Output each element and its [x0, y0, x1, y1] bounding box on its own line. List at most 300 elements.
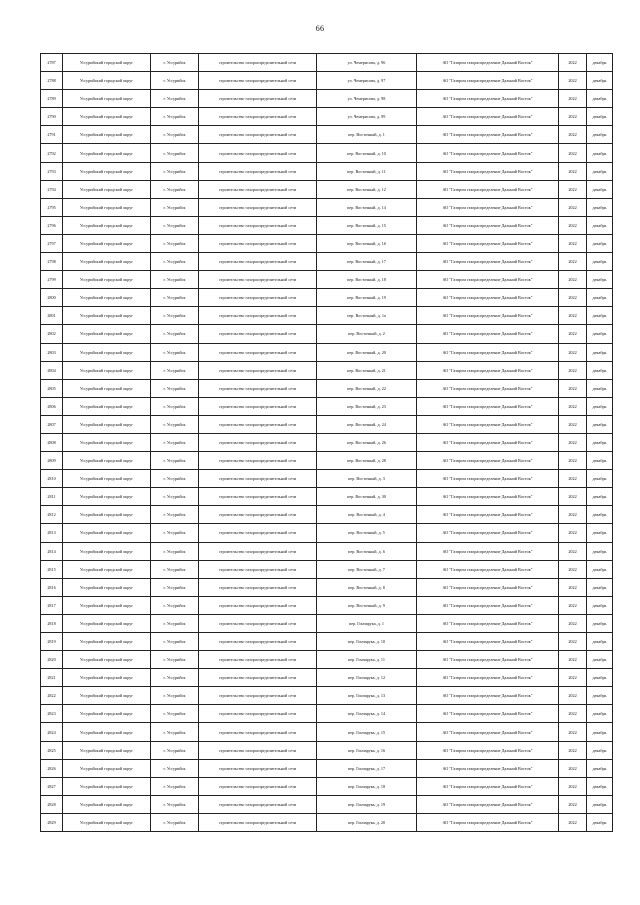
month-cell: декабрь	[587, 271, 613, 289]
work-type-cell: строительство газораспределительной сети	[199, 651, 317, 669]
year-cell: 2022	[559, 325, 587, 343]
table-row	[41, 379, 613, 397]
work-type-cell: строительство газораспределительной сети	[199, 488, 317, 506]
year-cell: 2022	[559, 54, 587, 72]
address-cell: пер. Восточный, д. 3	[317, 470, 417, 488]
address-cell: пер. Восточный, д. 7	[317, 560, 417, 578]
city-cell: г. Уссурийск	[151, 325, 199, 343]
address-cell: пер. Восточный, д. 30	[317, 488, 417, 506]
month-cell: декабрь	[587, 307, 613, 325]
work-type-cell: строительство газораспределительной сети	[199, 415, 317, 433]
organization-cell: АО "Газпром газораспределение Дальний Восток"	[417, 180, 559, 198]
district-cell: Уссурийский городской округ	[63, 614, 151, 632]
month-cell: декабрь	[587, 723, 613, 741]
district-cell: Уссурийский городской округ	[63, 578, 151, 596]
row-number-cell: 2806	[41, 397, 63, 415]
work-type-cell: строительство газораспределительной сети	[199, 325, 317, 343]
city-cell: г. Уссурийск	[151, 54, 199, 72]
city-cell: г. Уссурийск	[151, 180, 199, 198]
year-cell: 2022	[559, 813, 587, 831]
city-cell: г. Уссурийск	[151, 307, 199, 325]
row-number-cell: 2825	[41, 741, 63, 759]
table-row	[41, 723, 613, 741]
table-row	[41, 741, 613, 759]
work-type-cell: строительство газораспределительной сети	[199, 452, 317, 470]
row-number-cell: 2796	[41, 216, 63, 234]
city-cell: г. Уссурийск	[151, 542, 199, 560]
table-row	[41, 524, 613, 542]
year-cell: 2022	[559, 307, 587, 325]
row-number-cell: 2801	[41, 307, 63, 325]
address-cell: пер. Гончарука, д. 15	[317, 723, 417, 741]
city-cell: г. Уссурийск	[151, 669, 199, 687]
row-number-cell: 2809	[41, 452, 63, 470]
organization-cell: АО "Газпром газораспределение Дальний Восток"	[417, 162, 559, 180]
address-cell: пер. Восточный, д. 28	[317, 452, 417, 470]
address-cell: пер. Восточный, д. 17	[317, 253, 417, 271]
city-cell: г. Уссурийск	[151, 633, 199, 651]
month-cell: декабрь	[587, 452, 613, 470]
address-cell: пер. Гончарука, д. 13	[317, 687, 417, 705]
month-cell: декабрь	[587, 470, 613, 488]
year-cell: 2022	[559, 415, 587, 433]
month-cell: декабрь	[587, 669, 613, 687]
year-cell: 2022	[559, 795, 587, 813]
district-cell: Уссурийский городской округ	[63, 741, 151, 759]
table-row	[41, 651, 613, 669]
organization-cell: АО "Газпром газораспределение Дальний Восток"	[417, 144, 559, 162]
address-cell: пер. Восточный, д. 6	[317, 542, 417, 560]
city-cell: г. Уссурийск	[151, 723, 199, 741]
table-row	[41, 669, 613, 687]
table-row	[41, 180, 613, 198]
address-cell: пер. Восточный, д. 14	[317, 198, 417, 216]
month-cell: декабрь	[587, 759, 613, 777]
organization-cell: АО "Газпром газораспределение Дальний Восток"	[417, 723, 559, 741]
row-number-cell: 2811	[41, 488, 63, 506]
row-number-cell: 2793	[41, 162, 63, 180]
work-type-cell: строительство газораспределительной сети	[199, 669, 317, 687]
table-row	[41, 542, 613, 560]
month-cell: декабрь	[587, 397, 613, 415]
year-cell: 2022	[559, 433, 587, 451]
district-cell: Уссурийский городской округ	[63, 253, 151, 271]
organization-cell: АО "Газпром газораспределение Дальний Восток"	[417, 470, 559, 488]
work-type-cell: строительство газораспределительной сети	[199, 234, 317, 252]
work-type-cell: строительство газораспределительной сети	[199, 198, 317, 216]
organization-cell: АО "Газпром газораспределение Дальний Восток"	[417, 524, 559, 542]
row-number-cell: 2787	[41, 54, 63, 72]
work-type-cell: строительство газораспределительной сети	[199, 162, 317, 180]
work-type-cell: строительство газораспределительной сети	[199, 108, 317, 126]
district-cell: Уссурийский городской округ	[63, 542, 151, 560]
district-cell: Уссурийский городской округ	[63, 234, 151, 252]
table-row	[41, 687, 613, 705]
year-cell: 2022	[559, 180, 587, 198]
district-cell: Уссурийский городской округ	[63, 144, 151, 162]
organization-cell: АО "Газпром газораспределение Дальний Восток"	[417, 488, 559, 506]
city-cell: г. Уссурийск	[151, 488, 199, 506]
organization-cell: АО "Газпром газораспределение Дальний Восток"	[417, 379, 559, 397]
address-cell: пер. Восточный, д. 16	[317, 234, 417, 252]
row-number-cell: 2816	[41, 578, 63, 596]
table-row	[41, 578, 613, 596]
row-number-cell: 2826	[41, 759, 63, 777]
row-number-cell: 2829	[41, 813, 63, 831]
city-cell: г. Уссурийск	[151, 506, 199, 524]
year-cell: 2022	[559, 253, 587, 271]
city-cell: г. Уссурийск	[151, 216, 199, 234]
address-cell: пер. Восточный, д. 12	[317, 180, 417, 198]
year-cell: 2022	[559, 108, 587, 126]
month-cell: декабрь	[587, 705, 613, 723]
city-cell: г. Уссурийск	[151, 596, 199, 614]
year-cell: 2022	[559, 379, 587, 397]
city-cell: г. Уссурийск	[151, 126, 199, 144]
organization-cell: АО "Газпром газораспределение Дальний Восток"	[417, 361, 559, 379]
work-type-cell: строительство газораспределительной сети	[199, 813, 317, 831]
month-cell: декабрь	[587, 361, 613, 379]
city-cell: г. Уссурийск	[151, 361, 199, 379]
city-cell: г. Уссурийск	[151, 452, 199, 470]
row-number-cell: 2797	[41, 234, 63, 252]
year-cell: 2022	[559, 271, 587, 289]
organization-cell: АО "Газпром газораспределение Дальний Восток"	[417, 506, 559, 524]
address-cell: пер. Гончарука, д. 19	[317, 795, 417, 813]
month-cell: декабрь	[587, 325, 613, 343]
city-cell: г. Уссурийск	[151, 651, 199, 669]
row-number-cell: 2795	[41, 198, 63, 216]
district-cell: Уссурийский городской округ	[63, 633, 151, 651]
year-cell: 2022	[559, 759, 587, 777]
city-cell: г. Уссурийск	[151, 253, 199, 271]
month-cell: декабрь	[587, 343, 613, 361]
table-row	[41, 72, 613, 90]
work-type-cell: строительство газораспределительной сети	[199, 180, 317, 198]
row-number-cell: 2789	[41, 90, 63, 108]
organization-cell: АО "Газпром газораспределение Дальний Восток"	[417, 126, 559, 144]
district-cell: Уссурийский городской округ	[63, 705, 151, 723]
district-cell: Уссурийский городской округ	[63, 452, 151, 470]
year-cell: 2022	[559, 669, 587, 687]
row-number-cell: 2800	[41, 289, 63, 307]
table-row	[41, 307, 613, 325]
organization-cell: АО "Газпром газораспределение Дальний Восток"	[417, 795, 559, 813]
city-cell: г. Уссурийск	[151, 524, 199, 542]
year-cell: 2022	[559, 452, 587, 470]
organization-cell: АО "Газпром газораспределение Дальний Восток"	[417, 687, 559, 705]
organization-cell: АО "Газпром газораспределение Дальний Восток"	[417, 578, 559, 596]
work-type-cell: строительство газораспределительной сети	[199, 506, 317, 524]
organization-cell: АО "Газпром газораспределение Дальний Восток"	[417, 614, 559, 632]
city-cell: г. Уссурийск	[151, 271, 199, 289]
address-cell: пер. Восточный, д. 15	[317, 216, 417, 234]
month-cell: декабрь	[587, 560, 613, 578]
district-cell: Уссурийский городской округ	[63, 397, 151, 415]
table-row	[41, 198, 613, 216]
district-cell: Уссурийский городской округ	[63, 361, 151, 379]
address-cell: пер. Восточный, д. 1а	[317, 307, 417, 325]
row-number-cell: 2820	[41, 651, 63, 669]
city-cell: г. Уссурийск	[151, 198, 199, 216]
month-cell: декабрь	[587, 54, 613, 72]
work-type-cell: строительство газораспределительной сети	[199, 361, 317, 379]
address-cell: пер. Восточный, д. 9	[317, 596, 417, 614]
table-row	[41, 777, 613, 795]
table-row	[41, 506, 613, 524]
address-cell: ул. Чемерисова, д. 96	[317, 54, 417, 72]
table-row	[41, 488, 613, 506]
year-cell: 2022	[559, 596, 587, 614]
table-row	[41, 813, 613, 831]
district-cell: Уссурийский городской округ	[63, 560, 151, 578]
district-cell: Уссурийский городской округ	[63, 216, 151, 234]
table-body	[41, 54, 613, 832]
month-cell: декабрь	[587, 614, 613, 632]
row-number-cell: 2823	[41, 705, 63, 723]
gas-network-table	[40, 53, 613, 832]
organization-cell: АО "Газпром газораспределение Дальний Восток"	[417, 90, 559, 108]
work-type-cell: строительство газораспределительной сети	[199, 144, 317, 162]
year-cell: 2022	[559, 524, 587, 542]
table-row	[41, 162, 613, 180]
district-cell: Уссурийский городской округ	[63, 271, 151, 289]
district-cell: Уссурийский городской округ	[63, 289, 151, 307]
year-cell: 2022	[559, 90, 587, 108]
month-cell: декабрь	[587, 72, 613, 90]
table-row	[41, 144, 613, 162]
organization-cell: АО "Газпром газораспределение Дальний Восток"	[417, 813, 559, 831]
address-cell: пер. Восточный, д. 5	[317, 524, 417, 542]
district-cell: Уссурийский городской округ	[63, 669, 151, 687]
work-type-cell: строительство газораспределительной сети	[199, 560, 317, 578]
row-number-cell: 2802	[41, 325, 63, 343]
district-cell: Уссурийский городской округ	[63, 596, 151, 614]
organization-cell: АО "Газпром газораспределение Дальний Восток"	[417, 560, 559, 578]
row-number-cell: 2790	[41, 108, 63, 126]
work-type-cell: строительство газораспределительной сети	[199, 759, 317, 777]
work-type-cell: строительство газораспределительной сети	[199, 777, 317, 795]
table-row	[41, 470, 613, 488]
district-cell: Уссурийский городской округ	[63, 325, 151, 343]
row-number-cell: 2792	[41, 144, 63, 162]
table-row	[41, 361, 613, 379]
organization-cell: АО "Газпром газораспределение Дальний Восток"	[417, 415, 559, 433]
row-number-cell: 2819	[41, 633, 63, 651]
organization-cell: АО "Газпром газораспределение Дальний Восток"	[417, 307, 559, 325]
row-number-cell: 2794	[41, 180, 63, 198]
month-cell: декабрь	[587, 108, 613, 126]
organization-cell: АО "Газпром газораспределение Дальний Восток"	[417, 108, 559, 126]
table-row	[41, 343, 613, 361]
year-cell: 2022	[559, 542, 587, 560]
work-type-cell: строительство газораспределительной сети	[199, 90, 317, 108]
organization-cell: АО "Газпром газораспределение Дальний Восток"	[417, 325, 559, 343]
table-row	[41, 614, 613, 632]
district-cell: Уссурийский городской округ	[63, 687, 151, 705]
district-cell: Уссурийский городской округ	[63, 651, 151, 669]
address-cell: пер. Гончарука, д. 11	[317, 651, 417, 669]
organization-cell: АО "Газпром газораспределение Дальний Восток"	[417, 271, 559, 289]
city-cell: г. Уссурийск	[151, 343, 199, 361]
work-type-cell: строительство газораспределительной сети	[199, 723, 317, 741]
organization-cell: АО "Газпром газораспределение Дальний Восток"	[417, 343, 559, 361]
month-cell: декабрь	[587, 216, 613, 234]
organization-cell: АО "Газпром газораспределение Дальний Восток"	[417, 433, 559, 451]
district-cell: Уссурийский городской округ	[63, 162, 151, 180]
row-number-cell: 2810	[41, 470, 63, 488]
city-cell: г. Уссурийск	[151, 759, 199, 777]
year-cell: 2022	[559, 144, 587, 162]
organization-cell: АО "Газпром газораспределение Дальний Восток"	[417, 234, 559, 252]
address-cell: пер. Гончарука, д. 20	[317, 813, 417, 831]
work-type-cell: строительство газораспределительной сети	[199, 397, 317, 415]
work-type-cell: строительство газораспределительной сети	[199, 633, 317, 651]
address-cell: ул. Чемерисова, д. 97	[317, 72, 417, 90]
address-cell: пер. Гончарука, д. 10	[317, 633, 417, 651]
year-cell: 2022	[559, 361, 587, 379]
organization-cell: АО "Газпром газораспределение Дальний Восток"	[417, 651, 559, 669]
organization-cell: АО "Газпром газораспределение Дальний Восток"	[417, 596, 559, 614]
work-type-cell: строительство газораспределительной сети	[199, 253, 317, 271]
year-cell: 2022	[559, 470, 587, 488]
city-cell: г. Уссурийск	[151, 741, 199, 759]
city-cell: г. Уссурийск	[151, 90, 199, 108]
month-cell: декабрь	[587, 813, 613, 831]
city-cell: г. Уссурийск	[151, 379, 199, 397]
district-cell: Уссурийский городской округ	[63, 180, 151, 198]
month-cell: декабрь	[587, 180, 613, 198]
year-cell: 2022	[559, 198, 587, 216]
row-number-cell: 2818	[41, 614, 63, 632]
organization-cell: АО "Газпром газораспределение Дальний Восток"	[417, 759, 559, 777]
address-cell: пер. Восточный, д. 4	[317, 506, 417, 524]
year-cell: 2022	[559, 633, 587, 651]
month-cell: декабрь	[587, 253, 613, 271]
month-cell: декабрь	[587, 542, 613, 560]
address-cell: ул. Чемерисова, д. 99	[317, 108, 417, 126]
month-cell: декабрь	[587, 651, 613, 669]
month-cell: декабрь	[587, 578, 613, 596]
address-cell: пер. Восточный, д. 23	[317, 397, 417, 415]
city-cell: г. Уссурийск	[151, 813, 199, 831]
address-cell: ул. Чемерисова, д. 98	[317, 90, 417, 108]
work-type-cell: строительство газораспределительной сети	[199, 271, 317, 289]
city-cell: г. Уссурийск	[151, 560, 199, 578]
organization-cell: АО "Газпром газораспределение Дальний Восток"	[417, 397, 559, 415]
year-cell: 2022	[559, 723, 587, 741]
work-type-cell: строительство газораспределительной сети	[199, 216, 317, 234]
district-cell: Уссурийский городской округ	[63, 415, 151, 433]
month-cell: декабрь	[587, 379, 613, 397]
district-cell: Уссурийский городской округ	[63, 759, 151, 777]
month-cell: декабрь	[587, 633, 613, 651]
table-row	[41, 216, 613, 234]
row-number-cell: 2791	[41, 126, 63, 144]
organization-cell: АО "Газпром газораспределение Дальний Восток"	[417, 198, 559, 216]
district-cell: Уссурийский городской округ	[63, 343, 151, 361]
city-cell: г. Уссурийск	[151, 687, 199, 705]
district-cell: Уссурийский городской округ	[63, 506, 151, 524]
year-cell: 2022	[559, 777, 587, 795]
address-cell: пер. Восточный, д. 2	[317, 325, 417, 343]
row-number-cell: 2799	[41, 271, 63, 289]
table-row	[41, 433, 613, 451]
work-type-cell: строительство газораспределительной сети	[199, 54, 317, 72]
month-cell: декабрь	[587, 506, 613, 524]
month-cell: декабрь	[587, 198, 613, 216]
row-number-cell: 2822	[41, 687, 63, 705]
row-number-cell: 2788	[41, 72, 63, 90]
district-cell: Уссурийский городской округ	[63, 723, 151, 741]
table-row	[41, 759, 613, 777]
month-cell: декабрь	[587, 144, 613, 162]
month-cell: декабрь	[587, 687, 613, 705]
work-type-cell: строительство газораспределительной сети	[199, 596, 317, 614]
year-cell: 2022	[559, 72, 587, 90]
year-cell: 2022	[559, 126, 587, 144]
district-cell: Уссурийский городской округ	[63, 126, 151, 144]
row-number-cell: 2804	[41, 361, 63, 379]
table-row	[41, 108, 613, 126]
year-cell: 2022	[559, 289, 587, 307]
city-cell: г. Уссурийск	[151, 433, 199, 451]
row-number-cell: 2815	[41, 560, 63, 578]
table-row	[41, 325, 613, 343]
work-type-cell: строительство газораспределительной сети	[199, 524, 317, 542]
work-type-cell: строительство газораспределительной сети	[199, 578, 317, 596]
month-cell: декабрь	[587, 162, 613, 180]
year-cell: 2022	[559, 488, 587, 506]
work-type-cell: строительство газораспределительной сети	[199, 379, 317, 397]
month-cell: декабрь	[587, 777, 613, 795]
row-number-cell: 2827	[41, 777, 63, 795]
table-row	[41, 452, 613, 470]
row-number-cell: 2824	[41, 723, 63, 741]
district-cell: Уссурийский городской округ	[63, 795, 151, 813]
city-cell: г. Уссурийск	[151, 777, 199, 795]
city-cell: г. Уссурийск	[151, 470, 199, 488]
year-cell: 2022	[559, 234, 587, 252]
city-cell: г. Уссурийск	[151, 614, 199, 632]
work-type-cell: строительство газораспределительной сети	[199, 72, 317, 90]
work-type-cell: строительство газораспределительной сети	[199, 542, 317, 560]
year-cell: 2022	[559, 506, 587, 524]
city-cell: г. Уссурийск	[151, 795, 199, 813]
month-cell: декабрь	[587, 433, 613, 451]
address-cell: пер. Гончарука, д. 16	[317, 741, 417, 759]
row-number-cell: 2828	[41, 795, 63, 813]
organization-cell: АО "Газпром газораспределение Дальний Восток"	[417, 542, 559, 560]
year-cell: 2022	[559, 343, 587, 361]
work-type-cell: строительство газораспределительной сети	[199, 705, 317, 723]
city-cell: г. Уссурийск	[151, 415, 199, 433]
district-cell: Уссурийский городской округ	[63, 488, 151, 506]
month-cell: декабрь	[587, 524, 613, 542]
organization-cell: АО "Газпром газораспределение Дальний Восток"	[417, 253, 559, 271]
year-cell: 2022	[559, 578, 587, 596]
district-cell: Уссурийский городской округ	[63, 90, 151, 108]
work-type-cell: строительство газораспределительной сети	[199, 741, 317, 759]
work-type-cell: строительство газораспределительной сети	[199, 433, 317, 451]
address-cell: пер. Восточный, д. 11	[317, 162, 417, 180]
organization-cell: АО "Газпром газораспределение Дальний Восток"	[417, 452, 559, 470]
work-type-cell: строительство газораспределительной сети	[199, 307, 317, 325]
city-cell: г. Уссурийск	[151, 289, 199, 307]
row-number-cell: 2807	[41, 415, 63, 433]
table-row	[41, 253, 613, 271]
month-cell: декабрь	[587, 90, 613, 108]
